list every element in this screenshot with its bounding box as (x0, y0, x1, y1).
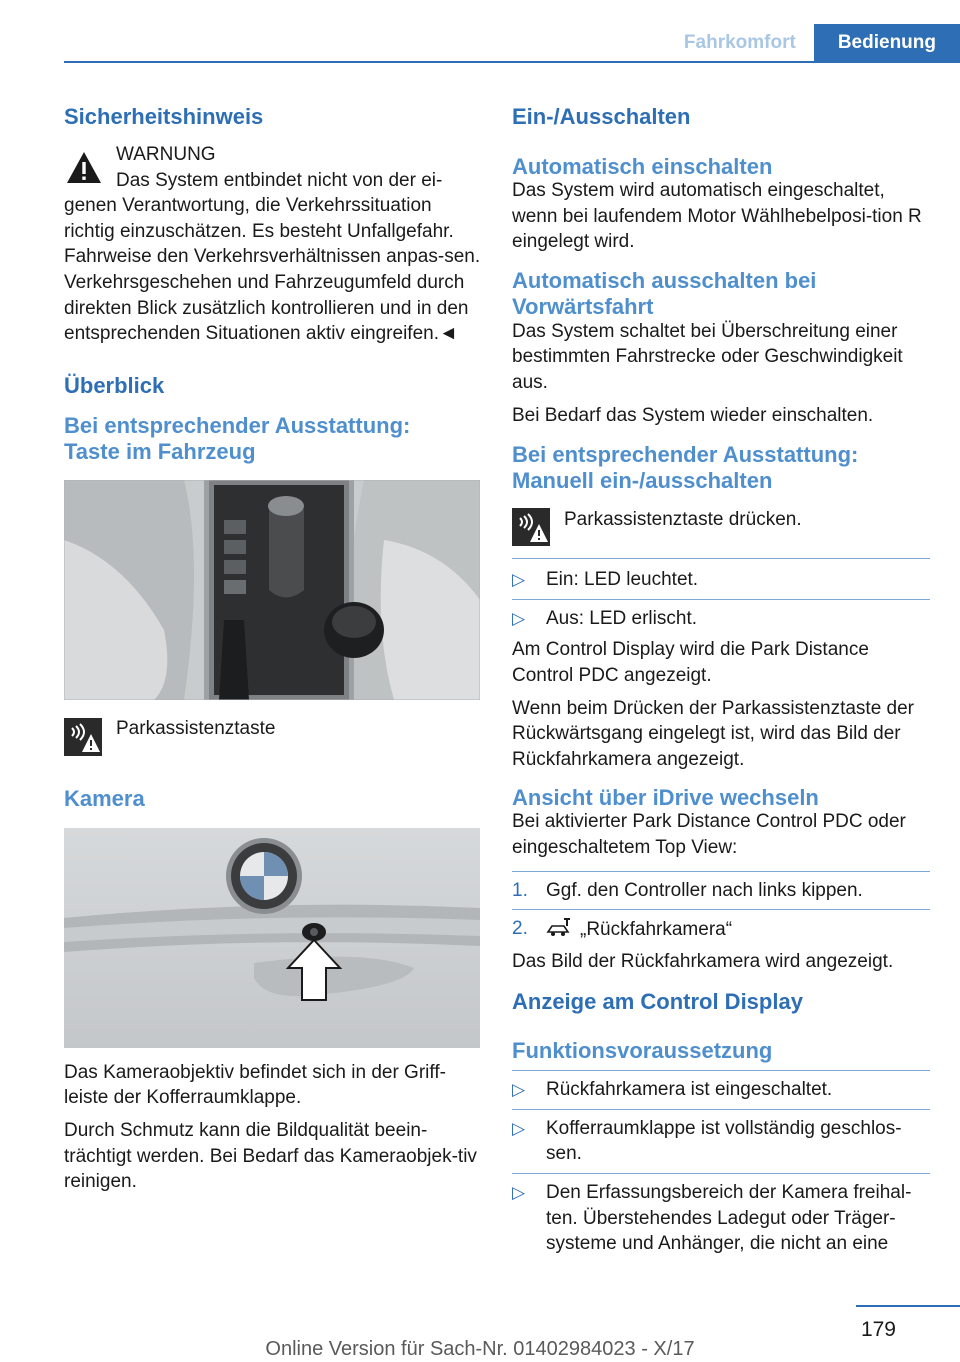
after-steps: Das Bild der Rückfahrkamera wird angezeigt. (512, 950, 894, 972)
button-caption-row (64, 718, 482, 756)
auto-off-text2: Bei Bedarf das System wieder einschalten. (512, 404, 874, 426)
triangle-bullet-icon: ▷ (512, 1080, 526, 1100)
warning-block (64, 142, 482, 347)
display-heading: Anzeige am Control Display (512, 989, 803, 1015)
manual-instruction-row (512, 508, 930, 546)
park-assist-icon (64, 718, 102, 756)
warning-text-line1: Das System entbindet nicht von der ei- (116, 169, 443, 191)
steps-list (512, 878, 930, 904)
list-item: 2. „Rückfahrkamera“ (512, 918, 733, 941)
triangle-bullet-icon: ▷ (512, 608, 526, 628)
camera-para2: Durch Schmutz kann die Bildqualität beein-trächtigt werden. Bei Bedarf das Kameraobjek-tiv reinigen. (64, 1119, 477, 1193)
list-item: ▷ Aus: LED erlischt. (512, 606, 930, 632)
idrive-heading: Ansicht über iDrive wechseln (512, 785, 819, 811)
auto-off-heading: Automatisch ausschalten bei Vorwärtsfahrt (512, 267, 817, 319)
right-column (512, 98, 930, 1257)
led-list-2 (512, 606, 930, 632)
steps-list-2 (512, 916, 930, 943)
warning-title: WARNUNG (116, 144, 216, 165)
function-list-3 (512, 1180, 930, 1257)
header-tabs (666, 24, 960, 62)
auto-off-text1: Das System schaltet bei Überschreitung einer bestimmten Fahrstrecke oder Geschwindigkeit aus. (512, 320, 903, 393)
header-rule (64, 61, 960, 63)
overview-heading: Überblick (64, 372, 165, 398)
function-heading: Funktionsvoraussetzung (512, 1038, 773, 1064)
camera-heading: Kamera (64, 785, 145, 811)
safety-heading: Sicherheitshinweis (64, 104, 264, 129)
separator (512, 909, 930, 910)
camera-para1: Das Kameraobjektiv befindet sich in der Griff-leiste der Kofferraumklappe. (64, 1061, 446, 1109)
idrive-text: Bei aktivierter Park Distance Control PDC oder eingeschaltetem Top View: (512, 811, 906, 858)
separator (512, 1070, 930, 1071)
display-text1: Am Control Display wird die Park Distance Control PDC angezeigt. (512, 639, 869, 686)
camera-photo (64, 828, 480, 1048)
list-item: 1. Ggf. den Controller nach links kippen. (512, 879, 863, 901)
interior-photo (64, 480, 480, 700)
park-assist-icon (512, 508, 550, 546)
left-column (64, 98, 482, 1195)
separator (512, 599, 930, 600)
button-subheading: Bei entsprechender Ausstattung: Taste im Fahrzeug (64, 412, 411, 464)
led-list (512, 567, 930, 593)
triangle-bullet-icon: ▷ (512, 1183, 526, 1203)
online-version-footer: Online Version für Sach-Nr. 01402984023 - X/17 (265, 1338, 695, 1360)
manual-heading: Bei entsprechender Ausstattung: Manuell ein-/ausschalten (512, 442, 859, 494)
button-caption: Parkassistenztaste (116, 717, 276, 739)
tab-bedienung[interactable]: Bedienung (814, 24, 960, 62)
warning-text: genen Verantwortung, die Verkehrssituation richtig einzuschätzen. Es besteht Unfallgefahr. Fahrweise den Verkehrsverhältnissen anpas-sen. Verkehrsgeschehen und Fahrzeugumfeld durch direkten Blick zusätzlich kontrollieren und in den entsprechenden Situationen aktiv eingreifen.◄ (64, 195, 481, 345)
rear-camera-icon (546, 916, 572, 938)
separator (512, 1173, 930, 1174)
footer-rule (856, 1305, 960, 1307)
separator (512, 871, 930, 872)
list-item: ▷ Kofferraumklappe ist vollständig geschlos-sen. (512, 1117, 902, 1165)
warning-triangle-icon (64, 148, 104, 188)
auto-on-heading: Automatisch einschalten (512, 154, 773, 179)
function-list (512, 1077, 930, 1103)
triangle-bullet-icon: ▷ (512, 570, 526, 590)
list-item: ▷ Den Erfassungsbereich der Kamera freihal-ten. Überstehendes Ladegut oder Träger-systeme und Anhänger, die nicht an eine (512, 1182, 912, 1255)
auto-on-text: Das System wird automatisch eingeschaltet, wenn bei laufendem Motor Wählhebelposi-tion R eingelegt wird. (512, 180, 922, 253)
display-text2: Wenn beim Drücken der Parkassistenztaste der Rückwärtsgang eingelegt ist, wird das Bild der Rückfahrkamera angezeigt. (512, 697, 914, 770)
list-item: ▷ Rückfahrkamera ist eingeschaltet. (512, 1077, 930, 1103)
triangle-bullet-icon: ▷ (512, 1118, 526, 1138)
manual-instruction: Parkassistenztaste drücken. (564, 509, 802, 531)
list-item: ▷ Ein: LED leuchtet. (512, 567, 930, 593)
tab-fahrkomfort[interactable]: Fahrkomfort (666, 24, 814, 62)
separator (512, 558, 930, 559)
separator (512, 1109, 930, 1110)
onoff-heading: Ein-/Ausschalten (512, 104, 691, 129)
page-number: 179 (860, 1318, 896, 1341)
function-list-2 (512, 1116, 930, 1167)
